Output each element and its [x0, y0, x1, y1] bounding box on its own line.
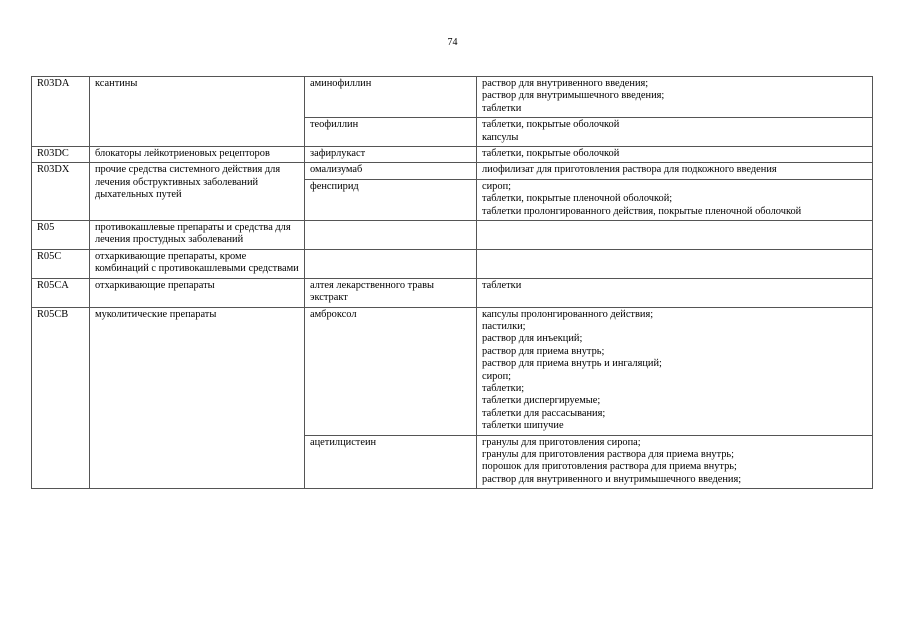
atc-code-cell: R03DC — [32, 147, 90, 163]
table-row — [32, 147, 873, 163]
atc-group-cell: блокаторы лейкотриеновых рецепторов — [90, 147, 305, 163]
dosage-forms-cell — [477, 307, 873, 435]
page-number: 74 — [447, 37, 458, 48]
atc-code-cell: R05CA — [32, 278, 90, 307]
drug-name-cell: аминофиллин — [305, 77, 477, 118]
atc-group-cell: противокашлевые препараты и средства для лечения простудных заболеваний — [90, 221, 305, 250]
atc-code-cell: R05C — [32, 249, 90, 278]
drug-name-cell: алтея лекарственного травы экстракт — [305, 278, 477, 307]
dosage-forms-cell — [477, 278, 873, 307]
drug-name-cell — [305, 249, 477, 278]
drug-name-cell: омализумаб — [305, 163, 477, 179]
atc-code-cell: R03DX — [32, 163, 90, 221]
atc-code-cell: R05 — [32, 221, 90, 250]
dosage-form: сироп; — [482, 370, 512, 382]
dosage-forms-cell — [477, 221, 873, 250]
atc-code-cell: R03DA — [32, 77, 90, 147]
dosage-forms-cell — [477, 77, 873, 118]
dosage-form: сироп; — [482, 180, 512, 192]
dosage-form: таблетки, покрытые пленочной оболочкой; — [482, 193, 673, 205]
atc-group-cell: прочие средства системного действия для лечения обструктивных заболеваний дыхательных путей — [90, 163, 305, 221]
dosage-form: лиофилизат для приготовления раствора для подкожного введения — [482, 164, 777, 176]
drug-name-cell: фенспирид — [305, 179, 477, 220]
table-body — [32, 77, 873, 489]
dosage-form: таблетки, покрытые оболочкой — [482, 119, 620, 131]
drug-name-cell: зафирлукаст — [305, 147, 477, 163]
atc-group-cell: ксантины — [90, 77, 305, 147]
table-row — [32, 221, 873, 250]
dosage-form: гранулы для приготовления раствора для приема внутрь; — [482, 448, 735, 460]
table-row — [32, 77, 873, 118]
dosage-forms-cell — [477, 435, 873, 489]
dosage-form: гранулы для приготовления сиропа; — [482, 436, 641, 448]
dosage-forms-cell — [477, 163, 873, 179]
table-row — [32, 278, 873, 307]
dosage-forms-cell — [477, 147, 873, 163]
dosage-form: таблетки пролонгированного действия, покрытые пленочной оболочкой — [482, 205, 802, 217]
table-row — [32, 249, 873, 278]
drug-name-cell — [305, 221, 477, 250]
dosage-form: таблетки шипучие — [482, 420, 564, 432]
drug-classification-table — [31, 76, 873, 489]
dosage-form: таблетки — [482, 102, 522, 114]
dosage-form: таблетки; — [482, 382, 525, 394]
dosage-form: таблетки — [482, 279, 522, 291]
dosage-form: раствор для приема внутрь и ингаляций; — [482, 358, 662, 370]
dosage-form: раствор для внутривенного и внутримышечного введения; — [482, 473, 742, 485]
atc-group-cell: муколитические препараты — [90, 307, 305, 489]
dosage-form: таблетки для рассасывания; — [482, 407, 606, 419]
dosage-form: таблетки диспергируемые; — [482, 395, 601, 407]
table-row — [32, 307, 873, 435]
dosage-forms-cell — [477, 118, 873, 147]
table-row — [32, 163, 873, 179]
dosage-forms-cell — [477, 179, 873, 220]
atc-group-cell: отхаркивающие препараты — [90, 278, 305, 307]
dosage-form: капсулы — [482, 131, 519, 143]
dosage-form: раствор для приема внутрь; — [482, 345, 605, 357]
dosage-form: раствор для инъекций; — [482, 333, 583, 345]
atc-group-cell: отхаркивающие препараты, кроме комбинаций с противокашлевыми средствами — [90, 249, 305, 278]
drug-name-cell: амброксол — [305, 307, 477, 435]
dosage-form: капсулы пролонгированного действия; — [482, 308, 654, 320]
dosage-form: раствор для внутримышечного введения; — [482, 90, 665, 102]
dosage-form: раствор для внутривенного введения; — [482, 78, 649, 89]
drug-name-cell: ацетилцистеин — [305, 435, 477, 489]
drug-name-cell: теофиллин — [305, 118, 477, 147]
atc-code-cell: R05CB — [32, 307, 90, 489]
dosage-forms-cell — [477, 249, 873, 278]
dosage-form: пастилки; — [482, 320, 526, 332]
dosage-form: порошок для приготовления раствора для приема внутрь; — [482, 461, 737, 473]
dosage-form: таблетки, покрытые оболочкой — [482, 148, 620, 160]
